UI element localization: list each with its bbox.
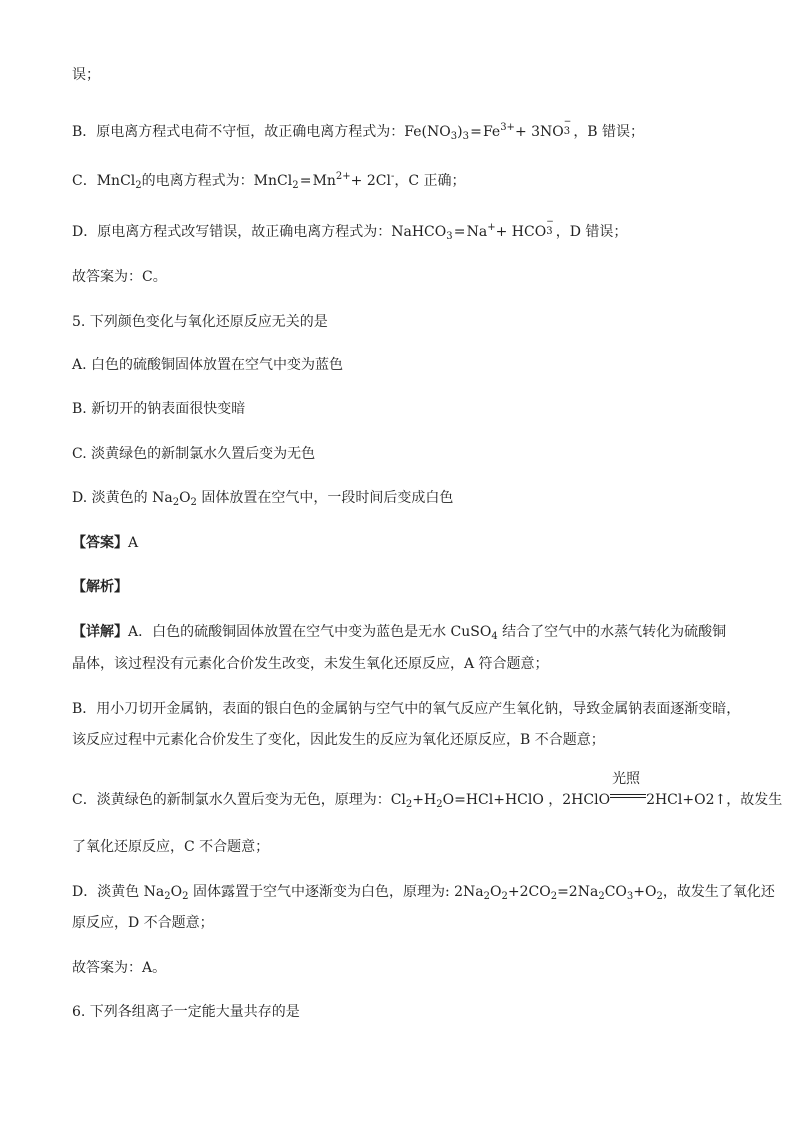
question-5-option-a: A. 白色的硫酸铜固体放置在空气中变为蓝色	[72, 357, 344, 373]
detail-c-line-1: C．淡黄绿色的新制氯水久置后变为无色，原理为：$Cl_2+H_2O=HCl+HClO$ ，2HClO 光照 2HCl+O2↑，故发生	[72, 771, 783, 810]
detail-a-line-2: 晶体，该过程没有元素化合价发生改变，未发生氧化还原反应，A 符合题意；	[72, 656, 549, 672]
detail-b-line-2: 该反应过程中元素化合价发生了变化，因此发生的反应为氧化还原反应，B 不合题意；	[72, 732, 605, 748]
answer-value: A	[128, 535, 139, 551]
question-5-option-d: D. 淡黄色的 $Na_2O_2$ 固体放置在空气中，一段时间后变成白色	[72, 490, 454, 508]
detail-a-line-1: 【详解】A．白色的硫酸铜固体放置在空气中变为蓝色是无水 CuSO$_4$ 结合了空气中的水蒸气转化为硫酸铜	[72, 624, 727, 642]
question-5-option-b: B. 新切开的钠表面很快变暗	[72, 401, 246, 417]
detail-b-line-1: B．用小刀切开金属钠，表面的银白色的金属钠与空气中的氧气反应产生氧化钠，导致金属钠表面逐渐变暗，	[72, 701, 741, 717]
question-5: 5. 下列颜色变化与氧化还原反应无关的是	[72, 314, 328, 330]
option-b-explanation: B．原电离方程式电荷不守恒，故正确电离方程式为：$Fe(NO_3)_3=Fe^{3+}+ 3NO$ − 3 ，B 错误；	[72, 117, 645, 142]
answer-summary-2: 故答案为：A。	[72, 960, 167, 976]
line-text: 误；	[72, 67, 100, 83]
answer-tag: 【答案】	[72, 535, 128, 551]
answer-summary: 故答案为：C。	[72, 269, 167, 285]
detail-c-line-2: 了氧化还原反应，C 不合题意；	[72, 839, 270, 855]
detail-d-line-1: D．淡黄色 $Na_2O_2$ 固体露置于空气中逐渐变为白色，原理为: $2Na_2O_2+2CO_2=2Na_2CO_3+O_2$，故发生了氧化还	[72, 884, 775, 902]
analysis-heading: 【解析】	[72, 579, 128, 595]
question-5-option-c: C. 淡黄绿色的新制氯水久置后变为无色	[72, 446, 316, 462]
reaction-condition: 光照	[610, 790, 646, 804]
question-6: 6. 下列各组离子一定能大量共存的是	[72, 1004, 300, 1020]
detail-d-line-2: 原反应，D 不合题意；	[72, 915, 214, 931]
detail-tag: 【详解】	[72, 624, 128, 640]
option-c-explanation: C．MnCl$_2$的电离方程式为：$MnCl_2=Mn^{2+}+ 2Cl^-$，C 正确；	[72, 171, 466, 191]
option-d-explanation: D．原电离方程式改写错误，故正确电离方程式为：NaHCO$_3$=Na++ HCO − 3 ，D 错误；	[72, 217, 628, 242]
answer-line	[72, 534, 138, 552]
text-line	[72, 66, 100, 84]
